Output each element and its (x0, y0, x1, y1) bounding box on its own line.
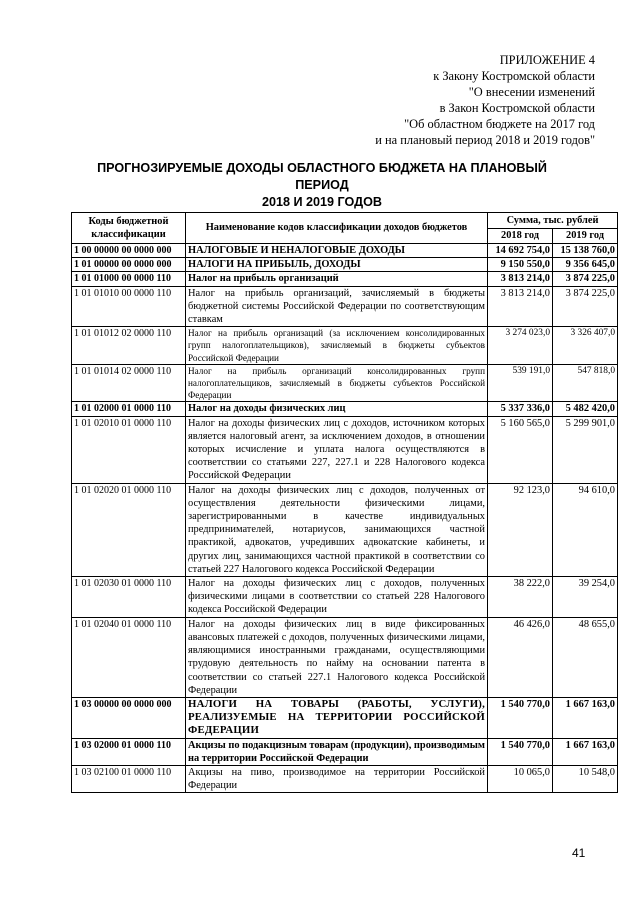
row-value-2019: 48 655,0 (553, 617, 618, 697)
row-name: Налог на доходы физических лиц с доходов, полученных физическими лицами в соответствии со статьей 228 Налогового кодекса Российской Федерации (186, 577, 488, 618)
row-code: 1 01 02010 01 0000 110 (72, 416, 186, 483)
row-value-2019: 1 667 163,0 (553, 697, 618, 738)
row-value-2019: 94 610,0 (553, 483, 618, 576)
row-name: Налог на прибыль организаций, зачисляемый в бюджеты бюджетной системы Российской Федерации по соответствующим ставкам (186, 286, 488, 327)
revenue-table (71, 212, 618, 793)
row-value-2018: 5 160 565,0 (488, 416, 553, 483)
row-value-2018: 3 813 214,0 (488, 286, 553, 327)
row-code: 1 01 00000 00 0000 000 (72, 258, 186, 272)
title-line-1: ПРОГНОЗИРУЕМЫЕ ДОХОДЫ ОБЛАСТНОГО БЮДЖЕТА НА ПЛАНОВЫЙ ПЕРИОД (97, 161, 547, 192)
row-name: НАЛОГОВЫЕ И НЕНАЛОГОВЫЕ ДОХОДЫ (186, 244, 488, 258)
row-code: 1 01 02000 01 0000 110 (72, 402, 186, 416)
header-sum: Сумма, тыс. рублей (488, 213, 618, 229)
row-value-2019: 547 818,0 (553, 364, 618, 402)
row-name: Налог на прибыль организаций консолидированных групп налогоплательщиков, зачисляемый в бюджеты субъектов Российской Федерации (186, 364, 488, 402)
table-row (72, 327, 618, 365)
row-name: Налог на доходы физических лиц с доходов, источником которых является налоговый агент, за исключением доходов, в отношении которых исчисление и уплата налога осуществляются в соответствии со статьями 227, 227.1 и 228 Налогового кодекса Российской Федерации (186, 416, 488, 483)
header-codes: Коды бюджетной классификации (72, 213, 186, 244)
appendix-block (275, 52, 595, 148)
title-line-2: 2018 И 2019 ГОДОВ (261, 195, 383, 209)
row-name: Налог на прибыль организаций (за исключением консолидированных групп налогоплательщиков), зачисляемый в бюджеты субъектов Российской Федерации (186, 327, 488, 365)
row-code: 1 01 01014 02 0000 110 (72, 364, 186, 402)
row-value-2019: 3 326 407,0 (553, 327, 618, 365)
row-value-2019: 5 299 901,0 (553, 416, 618, 483)
row-value-2018: 3 274 023,0 (488, 327, 553, 365)
table-row (72, 617, 618, 697)
appendix-line: в Закон Костромской области (439, 101, 595, 115)
row-code: 1 03 00000 00 0000 000 (72, 697, 186, 738)
row-name: Налог на доходы физических лиц с доходов, полученных от осуществления деятельности физическими лицами, зарегистрированными в качестве индивидуальных предпринимателей, нотариусов, занимающихся частной практикой, адвокатов, учредивших адвокатские кабинеты, и других лиц, занимающихся частной практикой в соответствии со статьей 227 Налогового кодекса Российской Федерации (186, 483, 488, 576)
table-row (72, 258, 618, 272)
row-value-2019: 15 138 760,0 (553, 244, 618, 258)
row-code: 1 03 02000 01 0000 110 (72, 738, 186, 765)
row-code: 1 01 02020 01 0000 110 (72, 483, 186, 576)
row-code: 1 01 02030 01 0000 110 (72, 577, 186, 618)
row-code: 1 01 01010 00 0000 110 (72, 286, 186, 327)
row-name: Налог на доходы физических лиц (186, 402, 488, 416)
header-year-2018: 2018 год (488, 229, 553, 244)
row-value-2019: 10 548,0 (553, 765, 618, 792)
table-row (72, 364, 618, 402)
table-row (72, 577, 618, 618)
row-name: Акцизы по подакцизным товарам (продукции), производимым на территории Российской Федерации (186, 738, 488, 765)
document-title (70, 160, 574, 211)
row-value-2019: 9 356 645,0 (553, 258, 618, 272)
row-value-2019: 3 874 225,0 (553, 286, 618, 327)
row-value-2018: 3 813 214,0 (488, 272, 553, 286)
row-code: 1 01 02040 01 0000 110 (72, 617, 186, 697)
appendix-line: и на плановый период 2018 и 2019 годов" (375, 133, 595, 147)
row-value-2018: 46 426,0 (488, 617, 553, 697)
table-row (72, 483, 618, 576)
row-code: 1 00 00000 00 0000 000 (72, 244, 186, 258)
row-value-2019: 39 254,0 (553, 577, 618, 618)
row-value-2018: 92 123,0 (488, 483, 553, 576)
row-value-2018: 38 222,0 (488, 577, 553, 618)
table-row (72, 765, 618, 792)
row-name: НАЛОГИ НА ТОВАРЫ (РАБОТЫ, УСЛУГИ), РЕАЛИЗУЕМЫЕ НА ТЕРРИТОРИИ РОССИЙСКОЙ ФЕДЕРАЦИИ (186, 697, 488, 738)
table-row (72, 244, 618, 258)
header-year-2019: 2019 год (553, 229, 618, 244)
header-name: Наименование кодов классификации доходов бюджетов (186, 213, 488, 244)
row-name: Налог на прибыль организаций (186, 272, 488, 286)
appendix-line: "О внесении изменений (468, 85, 595, 99)
row-name: Акцизы на пиво, производимое на территории Российской Федерации (186, 765, 488, 792)
row-name: Налог на доходы физических лиц в виде фиксированных авансовых платежей с доходов, полученных физическими лицами, являющимися иностранными гражданами, осуществляющими трудовую деятельность по найму на основании патента в соответствии со статьей 227.1 Налогового кодекса Российской Федерации (186, 617, 488, 697)
row-value-2018: 5 337 336,0 (488, 402, 553, 416)
table-row (72, 697, 618, 738)
table-row (72, 416, 618, 483)
row-value-2018: 9 150 550,0 (488, 258, 553, 272)
table-row (72, 272, 618, 286)
row-name: НАЛОГИ НА ПРИБЫЛЬ, ДОХОДЫ (186, 258, 488, 272)
row-code: 1 03 02100 01 0000 110 (72, 765, 186, 792)
row-value-2019: 1 667 163,0 (553, 738, 618, 765)
appendix-line: "Об областном бюджете на 2017 год (404, 117, 595, 131)
row-value-2018: 10 065,0 (488, 765, 553, 792)
row-value-2018: 14 692 754,0 (488, 244, 553, 258)
appendix-line: ПРИЛОЖЕНИЕ 4 (499, 53, 595, 67)
table-row (72, 286, 618, 327)
table-row (72, 402, 618, 416)
table-row (72, 738, 618, 765)
row-value-2018: 539 191,0 (488, 364, 553, 402)
page-number: 41 (572, 846, 586, 860)
row-code: 1 01 01000 00 0000 110 (72, 272, 186, 286)
appendix-line: к Закону Костромской области (433, 69, 595, 83)
row-code: 1 01 01012 02 0000 110 (72, 327, 186, 365)
row-value-2018: 1 540 770,0 (488, 697, 553, 738)
row-value-2018: 1 540 770,0 (488, 738, 553, 765)
row-value-2019: 5 482 420,0 (553, 402, 618, 416)
row-value-2019: 3 874 225,0 (553, 272, 618, 286)
